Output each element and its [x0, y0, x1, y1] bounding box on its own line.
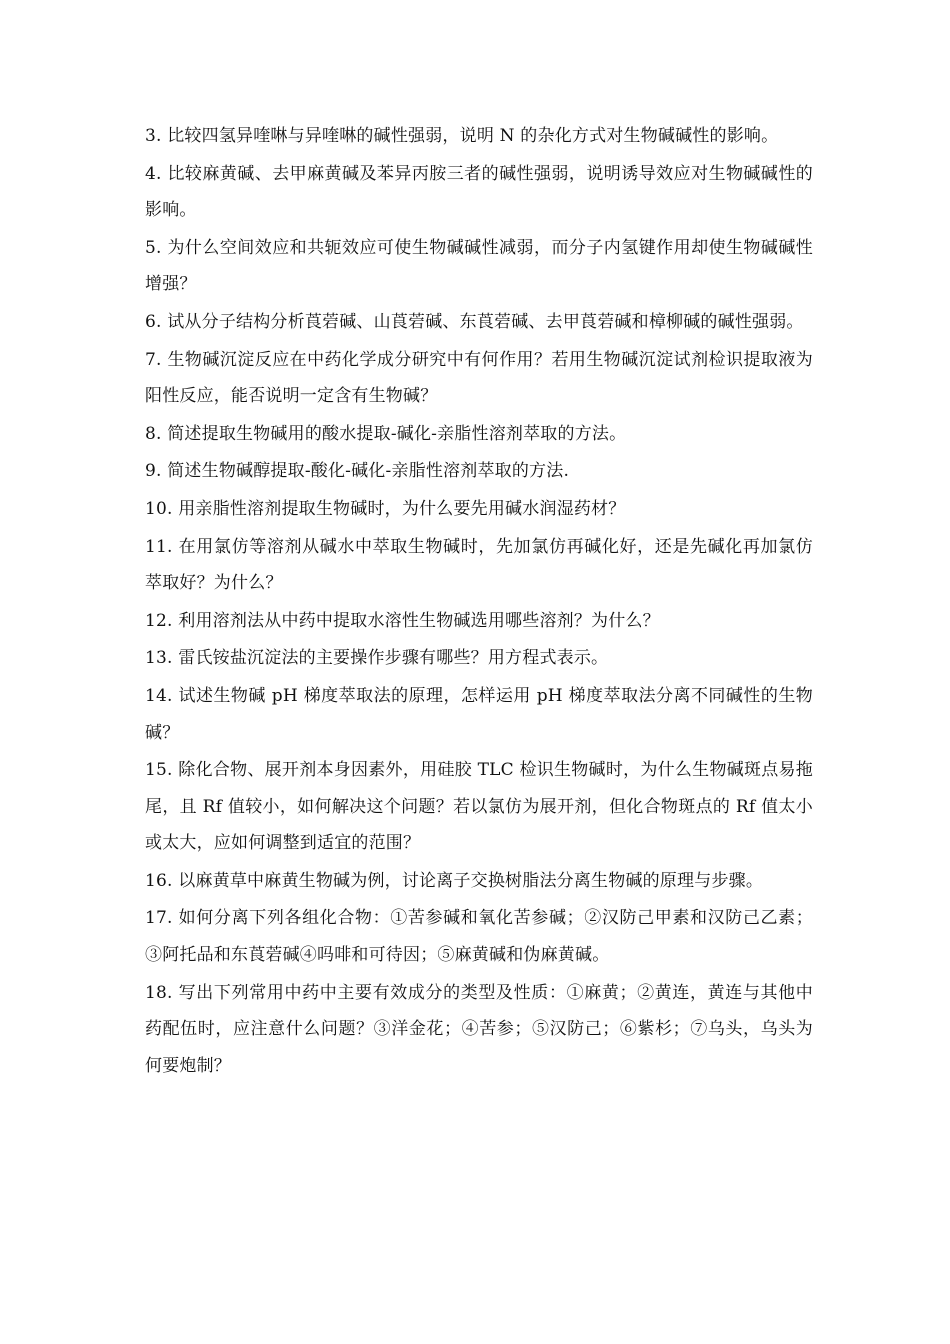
question-10: 10. 用亲脂性溶剂提取生物碱时，为什么要先用碱水润湿药材？ [145, 498, 626, 519]
question-7: 7. 生物碱沉淀反应在中药化学成分研究中有何作用？若用生物碱沉淀试剂检识提取液为阳性反应，能否说明一定含有生物碱？ [145, 349, 813, 407]
question-11: 11. 在用氯仿等溶剂从碱水中萃取生物碱时，先加氯仿再碱化好，还是先碱化再加氯仿萃取好？为什么？ [145, 536, 813, 594]
question-5: 5. 为什么空间效应和共轭效应可使生物碱碱性减弱，而分子内氢键作用却使生物碱碱性增强？ [145, 237, 813, 295]
question-16: 16. 以麻黄草中麻黄生物碱为例，讨论离子交换树脂法分离生物碱的原理与步骤。 [145, 870, 764, 891]
question-14: 14. 试述生物碱 pH 梯度萃取法的原理，怎样运用 pH 梯度萃取法分离不同碱性的生物碱？ [145, 685, 813, 743]
question-9: 9. 简述生物碱醇提取-酸化-碱化-亲脂性溶剂萃取的方法. [145, 461, 570, 482]
question-15: 15. 除化合物、展开剂本身因素外，用硅胶 TLC 检识生物碱时，为什么生物碱斑点易拖尾，且 Rf 值较小，如何解决这个问题？若以氯仿为展开剂，但化合物斑点的 Rf 值太小或太大，应如何调整到适宜的范围？ [145, 760, 813, 854]
question-18: 18. 写出下列常用中药中主要有效成分的类型及性质：①麻黄；②黄连，黄连与其他中药配伍时，应注意什么问题？③洋金花；④苦参；⑤汉防己；⑥紫杉；⑦乌头，乌头为何要炮制？ [145, 982, 813, 1076]
question-13: 13. 雷氏铵盐沉淀法的主要操作步骤有哪些？用方程式表示。 [145, 648, 609, 669]
question-17: 17. 如何分离下列各组化合物：①苦参碱和氧化苦参碱；②汉防己甲素和汉防己乙素；③阿托品和东莨菪碱④吗啡和可待因；⑤麻黄碱和伪麻黄碱。 [145, 908, 813, 966]
document-page [145, 118, 813, 1085]
question-12: 12. 利用溶剂法从中药中提取水溶性生物碱选用哪些溶剂？为什么？ [145, 610, 660, 631]
question-4: 4. 比较麻黄碱、去甲麻黄碱及苯异丙胺三者的碱性强弱，说明诱导效应对生物碱碱性的影响。 [145, 163, 813, 221]
question-6: 6. 试从分子结构分析莨菪碱、山莨菪碱、东莨菪碱、去甲莨菪碱和樟柳碱的碱性强弱。 [145, 311, 804, 332]
question-8: 8. 简述提取生物碱用的酸水提取-碱化-亲脂性溶剂萃取的方法。 [145, 423, 627, 444]
question-3: 3. 比较四氢异喹啉与异喹啉的碱性强弱，说明 N 的杂化方式对生物碱碱性的影响。 [145, 126, 779, 146]
